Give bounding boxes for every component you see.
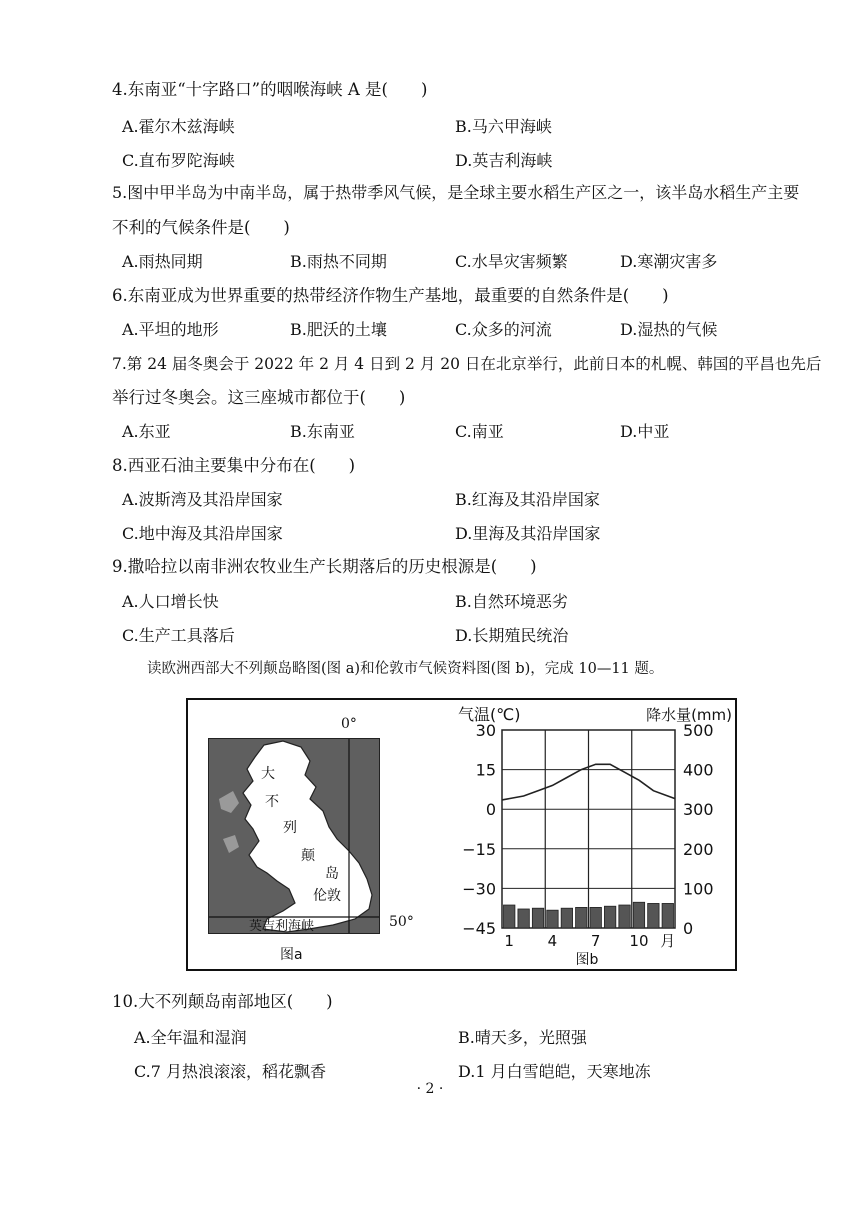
precipitation-bar bbox=[532, 908, 543, 928]
precipitation-bar bbox=[662, 903, 673, 928]
island-char-2: 不 bbox=[265, 794, 279, 810]
question-7-stem-line-2: 举行过冬奥会。这三座城市都位于( ) bbox=[112, 388, 406, 407]
temperature-tick-label: 0 bbox=[485, 800, 496, 820]
parallel-label: 50° bbox=[389, 914, 414, 930]
question-5-option-a: A.雨热同期 bbox=[122, 252, 203, 271]
question-9-option-a: A.人口增长快 bbox=[122, 592, 219, 611]
precipitation-bar bbox=[590, 907, 601, 928]
question-4-option-a: A.霍尔木兹海峡 bbox=[122, 117, 235, 136]
precipitation-bar bbox=[547, 910, 558, 928]
question-8-stem: 8.西亚石油主要集中分布在( ) bbox=[112, 456, 356, 475]
month-tick-label: 10 bbox=[629, 932, 649, 950]
figure-box bbox=[186, 698, 737, 971]
temperature-tick-label: −15 bbox=[462, 839, 496, 859]
precipitation-bar bbox=[576, 907, 587, 928]
question-6-option-c: C.众多的河流 bbox=[455, 320, 552, 339]
island-char-4: 颠 bbox=[301, 848, 315, 864]
question-9-option-b: B.自然环境恶劣 bbox=[455, 592, 568, 611]
precipitation-tick-label: 500 bbox=[683, 721, 714, 740]
question-10-option-a: A.全年温和湿润 bbox=[134, 1028, 247, 1047]
question-7-stem-line-1: 7.第 24 届冬奥会于 2022 年 2 月 4 日到 2 月 20 日在北京举行，此前日本的札幌、韩国的平昌也先后 bbox=[112, 355, 822, 373]
precipitation-bar bbox=[648, 903, 659, 928]
strait-label: 英吉利海峡 bbox=[249, 919, 315, 934]
question-7-option-c: C.南亚 bbox=[455, 422, 504, 441]
question-7-option-d: D.中亚 bbox=[620, 422, 670, 441]
question-5-option-d: D.寒潮灾害多 bbox=[620, 252, 718, 271]
island-char-3: 列 bbox=[283, 820, 297, 836]
precipitation-tick-label: 300 bbox=[683, 800, 714, 820]
question-10-stem: 10.大不列颠岛南部地区( ) bbox=[112, 992, 333, 1011]
figure-a-caption: 图a bbox=[280, 947, 303, 963]
precipitation-bar bbox=[633, 902, 644, 928]
question-5-option-b: B.雨热不同期 bbox=[290, 252, 387, 271]
question-8-option-c: C.地中海及其沿岸国家 bbox=[122, 524, 283, 543]
reading-intro: 读欧洲西部大不列颠岛略图(图 a)和伦敦市气候资料图(图 b)，完成 10—11 题。 bbox=[147, 661, 664, 677]
question-9-stem: 9.撒哈拉以南非洲农牧业生产长期落后的历史根源是( ) bbox=[112, 557, 537, 576]
page-number: · 2 · bbox=[416, 1081, 444, 1097]
britain-map bbox=[208, 738, 380, 934]
question-6-option-a: A.平坦的地形 bbox=[122, 320, 219, 339]
question-6-option-d: D.湿热的气候 bbox=[620, 320, 718, 339]
question-8-option-a: A.波斯湾及其沿岸国家 bbox=[122, 490, 283, 509]
precipitation-bar bbox=[561, 908, 572, 928]
question-9-option-d: D.长期殖民统治 bbox=[455, 626, 569, 645]
question-4-option-c: C.直布罗陀海峡 bbox=[122, 151, 235, 170]
question-5-stem-line-1: 5.图中甲半岛为中南半岛，属于热带季风气候，是全球主要水稻生产区之一，该半岛水稻生产主要 bbox=[112, 183, 800, 202]
precipitation-tick-label: 200 bbox=[683, 839, 714, 859]
precipitation-tick-label: 400 bbox=[683, 760, 714, 780]
temperature-tick-label: −45 bbox=[462, 919, 496, 938]
month-tick-label: 1 bbox=[504, 932, 514, 950]
precipitation-tick-label: 100 bbox=[683, 879, 714, 899]
question-8-option-b: B.红海及其沿岸国家 bbox=[455, 490, 600, 509]
question-4-stem: 4.东南亚“十字路口”的咽喉海峡 A 是( ) bbox=[112, 80, 428, 99]
left-axis-title: 气温(℃) bbox=[458, 705, 521, 724]
precipitation-tick-label: 0 bbox=[683, 919, 694, 938]
figure-b-caption: 图b bbox=[575, 952, 599, 968]
precipitation-bar bbox=[619, 905, 630, 928]
london-label: 伦敦 bbox=[313, 888, 341, 904]
precipitation-bar bbox=[518, 909, 529, 928]
month-tick-label: 4 bbox=[547, 932, 558, 950]
precipitation-bar bbox=[604, 906, 615, 928]
island-char-5: 岛 bbox=[325, 866, 339, 882]
island-char-1: 大 bbox=[261, 766, 275, 782]
question-4-option-b: B.马六甲海峡 bbox=[455, 117, 552, 136]
question-6-option-b: B.肥沃的土壤 bbox=[290, 320, 387, 339]
question-10-option-d: D.1 月白雪皑皑，天寒地冻 bbox=[458, 1062, 651, 1081]
question-6-stem: 6.东南亚成为世界重要的热带经济作物生产基地，最重要的自然条件是( ) bbox=[112, 286, 669, 305]
question-8-option-d: D.里海及其沿岸国家 bbox=[455, 524, 601, 543]
temperature-tick-label: −30 bbox=[462, 879, 496, 899]
meridian-label: 0° bbox=[341, 716, 357, 732]
precipitation-bar bbox=[504, 905, 515, 928]
question-4-option-d: D.英吉利海峡 bbox=[455, 151, 553, 170]
question-7-option-a: A.东亚 bbox=[122, 422, 171, 441]
question-10-option-c: C.7 月热浪滚滚，稻花飘香 bbox=[134, 1062, 327, 1081]
question-5-option-c: C.水旱灾害频繁 bbox=[455, 252, 568, 271]
question-5-stem-line-2: 不利的气候条件是( ) bbox=[112, 218, 290, 237]
right-axis-title: 降水量(mm) bbox=[646, 706, 732, 724]
question-9-option-c: C.生产工具落后 bbox=[122, 626, 235, 645]
month-unit-label: 月 bbox=[660, 932, 676, 950]
month-tick-label: 7 bbox=[590, 932, 601, 950]
temperature-tick-label: 15 bbox=[475, 760, 496, 780]
climate-chart bbox=[450, 700, 737, 971]
question-7-option-b: B.东南亚 bbox=[290, 422, 355, 441]
temperature-tick-label: 30 bbox=[475, 721, 496, 740]
question-10-option-b: B.晴天多，光照强 bbox=[458, 1028, 587, 1047]
